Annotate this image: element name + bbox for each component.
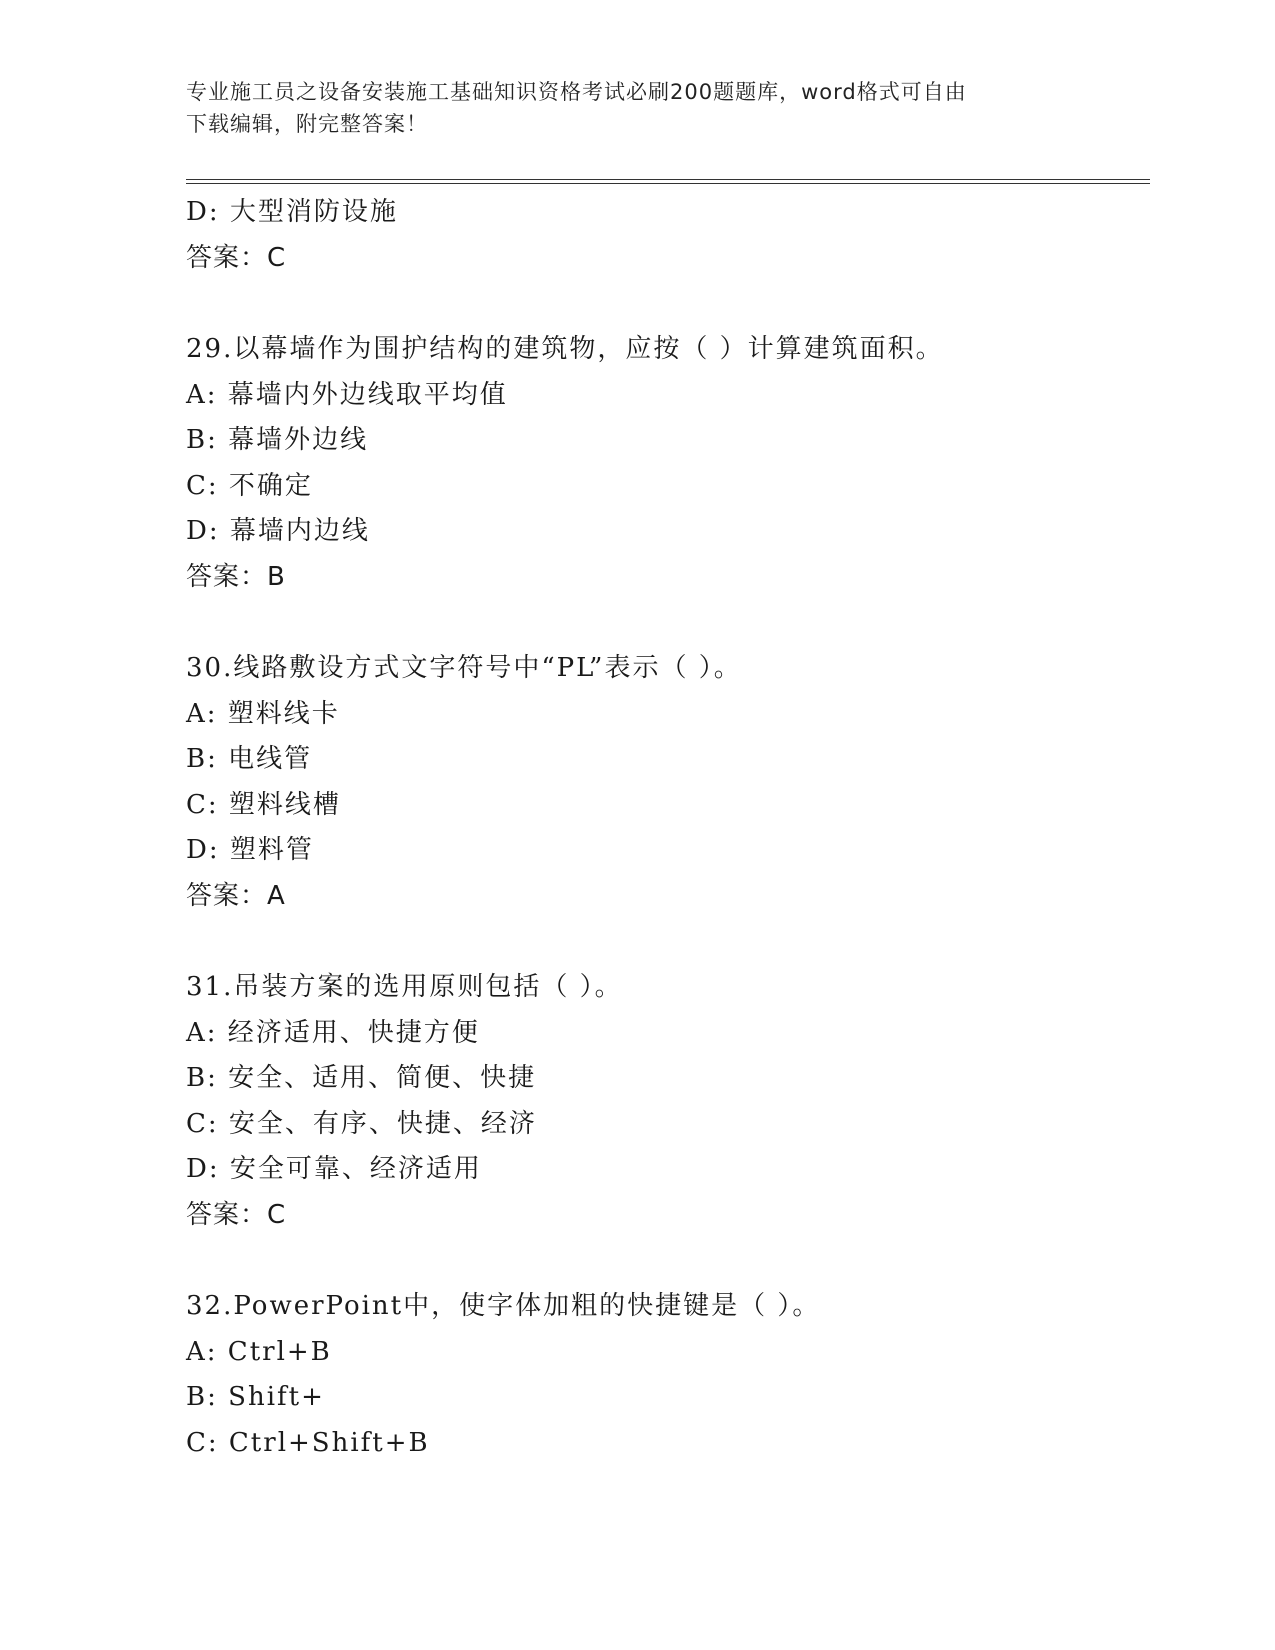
option-c-q30: C: 塑料线槽	[186, 789, 341, 820]
document-header	[186, 76, 1066, 140]
header-line-1: 专业施工员之设备安装施工基础知识资格考试必刷200题题库，word格式可自由	[186, 80, 967, 104]
option-b-q31: B: 安全、适用、简便、快捷	[186, 1063, 537, 1093]
question-stem-29: 29.以幕墙作为围护结构的建筑物，应按（ ）计算建筑面积。	[186, 334, 944, 364]
option-a-q30: A: 塑料线卡	[186, 698, 340, 729]
answer-q29: 答案：B	[186, 561, 286, 592]
spacer	[186, 1238, 1146, 1284]
header-double-rule	[186, 179, 1150, 184]
spacer	[186, 919, 1146, 965]
spacer	[186, 281, 1146, 327]
option-a-q32: A: Ctrl+B	[186, 1336, 332, 1367]
question-stem-30: 30.线路敷设方式文字符号中“PL”表示（ ）。	[186, 653, 742, 683]
question-list	[186, 190, 1146, 1466]
option-c-q31: C: 安全、有序、快捷、经济	[186, 1108, 537, 1139]
question-stem-31: 31.吊装方案的选用原则包括（ ）。	[186, 972, 623, 1002]
option-b-q30: B: 电线管	[186, 744, 313, 774]
question-stem-32: 32.PowerPoint中，使字体加粗的快捷键是（ ）。	[186, 1291, 821, 1321]
option-c-q32: C: Ctrl+Shift+B	[186, 1427, 430, 1458]
option-a-q31: A: 经济适用、快捷方便	[186, 1017, 480, 1048]
option-b-q32: B: Shift+	[186, 1382, 325, 1412]
option-c-q29: C: 不确定	[186, 470, 313, 501]
answer-q28: 答案：C	[186, 242, 287, 273]
option-d-q31: D: 安全可靠、经济适用	[186, 1154, 482, 1184]
option-d-q30: D: 塑料管	[186, 835, 314, 865]
option-d-q29: D: 幕墙内边线	[186, 516, 370, 546]
spacer	[186, 600, 1146, 646]
answer-q31: 答案：C	[186, 1199, 287, 1230]
option-d-q28: D: 大型消防设施	[186, 197, 398, 227]
answer-q30: 答案：A	[186, 880, 286, 911]
header-line-2: 下载编辑，附完整答案！	[186, 112, 428, 136]
option-a-q29: A: 幕墙内外边线取平均值	[186, 379, 508, 410]
option-b-q29: B: 幕墙外边线	[186, 425, 369, 455]
